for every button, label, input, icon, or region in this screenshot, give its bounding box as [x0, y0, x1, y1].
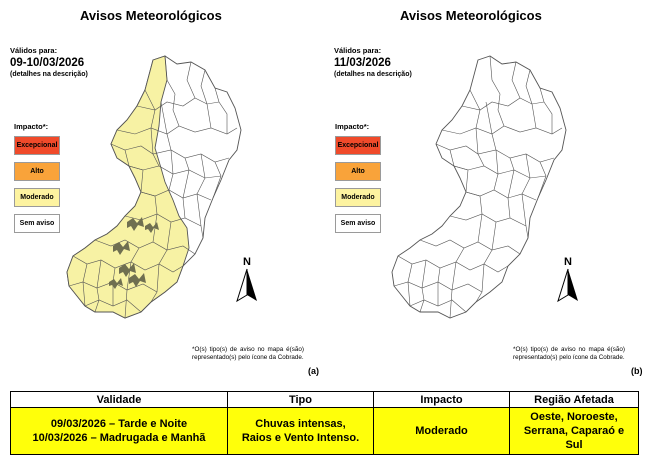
- warning-map-panel-b: [325, 0, 650, 385]
- footnote: *O(s) tipo(s) de aviso no mapa é(são) representado(s) pelo ícone da Cobrade.: [513, 346, 625, 361]
- north-arrow-icon: [553, 253, 583, 305]
- warning-map-panel-a: [0, 0, 325, 385]
- table-header-row: [11, 392, 639, 408]
- header-impacto: Impacto: [374, 392, 510, 408]
- impact-legend-label: Impacto*:: [335, 122, 370, 131]
- valid-date: 11/03/2026: [334, 57, 391, 69]
- map-title: Avisos Meteorológicos: [80, 8, 222, 23]
- legend-alto: Alto: [335, 162, 381, 181]
- valid-note: (detalhes na descrição): [10, 71, 88, 78]
- header-validade: Validade: [11, 392, 228, 408]
- north-arrow-icon: [232, 253, 262, 305]
- header-regiao-afetada: Região Afetada: [510, 392, 639, 408]
- cell-impacto: Moderado: [374, 408, 510, 455]
- panel-sublabel: (b): [631, 366, 643, 376]
- legend-excepcional: Excepcional: [335, 136, 381, 155]
- warning-summary-table: [10, 391, 639, 455]
- svg-text:N: N: [243, 256, 251, 268]
- svg-text:N: N: [564, 256, 572, 268]
- cell-validade: 09/03/2026 – Tarde e Noite 10/03/2026 – Madrugada e Manhã: [11, 408, 228, 455]
- state-municipality-map: [380, 50, 580, 320]
- table-row: [11, 408, 639, 455]
- impact-legend-label: Impacto*:: [14, 122, 49, 131]
- panel-sublabel: (a): [308, 366, 319, 376]
- state-outline: [392, 56, 566, 318]
- map-title: Avisos Meteorológicos: [400, 8, 542, 23]
- legend-excepcional: Excepcional: [14, 136, 60, 155]
- valid-label: Válidos para:: [334, 46, 382, 55]
- valid-date: 09-10/03/2026: [10, 57, 85, 69]
- state-municipality-map: [55, 50, 255, 320]
- cell-regiao: Oeste, Noroeste, Serrana, Caparaó e Sul: [510, 408, 639, 455]
- cell-tipo: Chuvas intensas, Raios e Vento Intenso.: [228, 408, 374, 455]
- footnote: *O(s) tipo(s) de aviso no mapa é(são) representado(s) pelo ícone da Cobrade.: [192, 346, 304, 361]
- legend-alto: Alto: [14, 162, 60, 181]
- valid-note: (detalhes na descrição): [334, 71, 412, 78]
- header-tipo: Tipo: [228, 392, 374, 408]
- valid-label: Válidos para:: [10, 46, 58, 55]
- legend-sem-aviso: Sem aviso: [335, 214, 381, 233]
- legend-moderado: Moderado: [14, 188, 60, 207]
- legend-sem-aviso: Sem aviso: [14, 214, 60, 233]
- legend-moderado: Moderado: [335, 188, 381, 207]
